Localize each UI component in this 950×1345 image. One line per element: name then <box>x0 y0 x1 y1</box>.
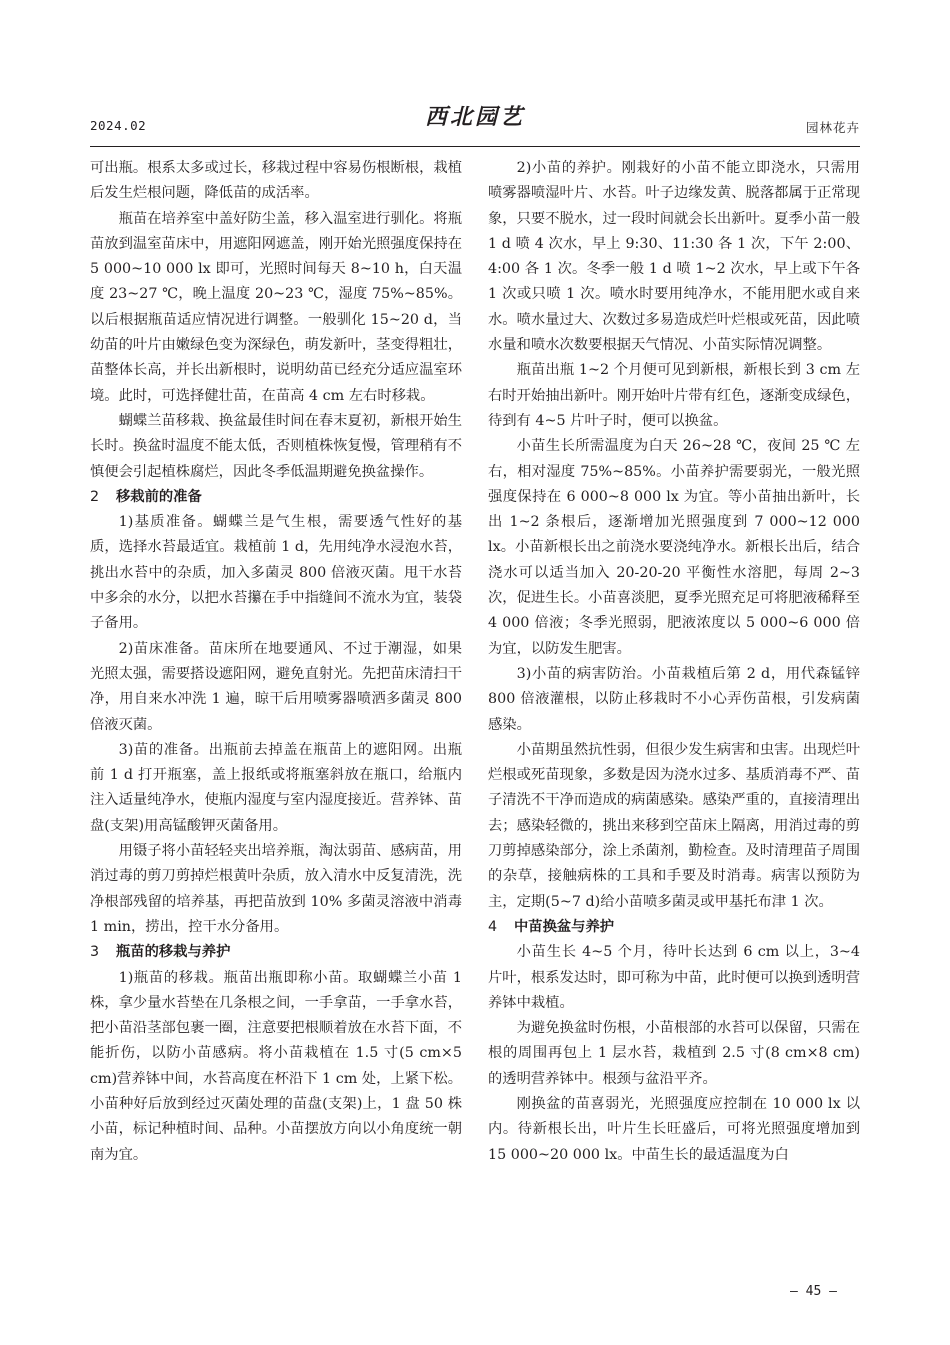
paragraph: 1)基质准备。蝴蝶兰是气生根，需要透气性好的基质，选择水苔最适宜。栽植前 1 d，先用纯净水浸泡水苔，挑出水苔中的杂质，加入多菌灵 800 倍液灭菌。甩干水苔中多余的水分，以把水苔攥在手中指缝间不流水为宜，装袋子备用。 <box>90 514 462 632</box>
paragraph: 小苗生长 4~5 个月，待叶长达到 6 cm 以上，3~4 片叶，根系发达时，即可称为中苗，此时便可以换到透明营养钵中栽植。 <box>488 944 860 1011</box>
paragraph: 小苗期虽然抗性弱，但很少发生病害和虫害。出现烂叶烂根或死苗现象，多数是因为浇水过多、基质消毒不严、苗子清洗不干净而造成的病菌感染。感染严重的，直接清理出去；感染轻微的，挑出来移到空苗床上隔离，用消过毒的剪刀剪掉感染部分，涂上杀菌剂，勤检查。及时清理苗子周围的杂草，接触病株的工具和手要及时消毒。病害以预防为主，定期(5~7 d)给小苗喷多菌灵或甲基托布津 1 次。 <box>488 741 860 910</box>
section-title: 瓶苗的移栽与养护 <box>116 944 231 961</box>
paragraph: 3)小苗的病害防治。小苗栽植后第 2 d，用代森锰锌 800 倍液灌根，以防止移栽时不小心弄伤苗根，引发病菌感染。 <box>488 665 860 733</box>
paragraph: 2)苗床准备。苗床所在地要通风、不过于潮湿，如果光照太强，需要搭设遮阳网，避免直射光。先把苗床清扫干净，用自来水冲洗 1 遍，晾干后用喷雾器喷洒多菌灵 800 倍液灭菌。 <box>90 640 462 733</box>
paragraph: 蝴蝶兰苗移栽、换盆最佳时间在春末夏初，新根开始生长时。换盆时温度不能太低，否则植株恢复慢，管理稍有不慎便会引起植株腐烂，因此冬季低温期避免换盆操作。 <box>90 412 462 480</box>
section-title: 移栽前的准备 <box>116 488 202 505</box>
section-name: 园林花卉 <box>805 120 860 135</box>
paragraph: 小苗生长所需温度为白天 26~28 ℃，夜间 25 ℃ 左右，相对湿度 75%~85%。小苗养护需要弱光，一般光照强度保持在 6 000~8 000 lx 为宜。等小苗抽出新叶，长出 1~2 条根后，逐渐增加光照强度到 7 000~12 000 lx。小苗新根长出之前浇水要浇纯净水。新根长出后，结合浇水可以适当加入 20-20-20 平衡性水溶肥，每周 2~3 次，促进生长。小苗喜淡肥，夏季光照充足可将肥液稀释至 4 000 倍液；冬季光照弱，肥液浓度以 5 000~6 000 倍为宜，以防发生肥害。 <box>488 438 860 657</box>
paragraph: 可出瓶。根系太多或过长，移栽过程中容易伤根断根，栽植后发生烂根问题，降低苗的成活率。 <box>90 160 462 202</box>
section-title: 中苗换盆与养护 <box>514 918 615 935</box>
header-divider <box>90 146 860 147</box>
issue-date: 2024.02 <box>90 118 147 133</box>
section-number: 2 <box>90 488 100 505</box>
paragraph: 为避免换盆时伤根，小苗根部的水苔可以保留，只需在根的周围再包上 1 层水苔，栽植到 2.5 寸(8 cm×8 cm)的透明营养钵中。根颈与盆沿平齐。 <box>488 1020 860 1087</box>
paragraph: 3)苗的准备。出瓶前去掉盖在瓶苗上的遮阳网。出瓶前 1 d 打开瓶塞，盖上报纸或将瓶塞斜放在瓶口，给瓶内注入适量纯净水，使瓶内湿度与室内湿度接近。营养钵、苗盘(支架)用高锰酸钾灭菌备用。 <box>90 741 462 834</box>
right-column <box>488 156 860 1168</box>
left-column <box>90 156 462 1168</box>
page-number: — 45 — <box>790 1284 837 1299</box>
journal-logo: 西北园艺 <box>424 104 525 130</box>
section-number: 4 <box>488 918 498 935</box>
section-heading <box>488 915 860 940</box>
paragraph: 用镊子将小苗轻轻夹出培养瓶，淘汰弱苗、感病苗，用消过毒的剪刀剪掉烂根黄叶杂质，放入清水中反复清洗，洗净根部残留的培养基，再把苗放到 10% 多菌灵溶液中消毒 1 min，捞出，控干水分备用。 <box>90 843 462 935</box>
section-heading <box>90 485 462 510</box>
page-header <box>90 104 860 140</box>
section-number: 3 <box>90 944 100 961</box>
paragraph: 刚换盆的苗喜弱光，光照强度应控制在 10 000 lx 以内。待新根长出，叶片生长旺盛后，可将光照强度增加到 15 000~20 000 lx。中苗生长的最适温度为白 <box>488 1095 860 1163</box>
paragraph: 瓶苗出瓶 1~2 个月便可见到新根，新根长到 3 cm 左右时开始抽出新叶。刚开始叶片带有红色，逐渐变成绿色，待到有 4~5 片叶子时，便可以换盆。 <box>488 362 860 429</box>
section-heading <box>90 940 462 965</box>
paragraph: 瓶苗在培养室中盖好防尘盖，移入温室进行驯化。将瓶苗放到温室苗床中，用遮阳网遮盖，刚开始光照强度保持在 5 000~10 000 lx 即可，光照时间每天 8~10 h，白天温度 23~27 ℃，晚上温度 20~23 ℃，湿度 75%~85%。以后根据瓶苗适应情况进行调整。一般驯化 15~20 d，当幼苗的叶片由嫩绿色变为深绿色，萌发新叶，茎变得粗壮，苗整体长高，并长出新根时，说明幼苗已经充分适应温室环境。此时，可选择健壮苗，在苗高 4 cm 左右时移栽。 <box>90 210 462 404</box>
paragraph: 1)瓶苗的移栽。瓶苗出瓶即称小苗。取蝴蝶兰小苗 1 株，拿少量水苔垫在几条根之间，一手拿苗，一手拿水苔，把小苗沿茎部包裹一圈，注意要把根顺着放在水苔下面，不能折伤，以防小苗感病。将小苗栽植在 1.5 寸(5 cm×5 cm)营养钵中间，水苔高度在杯沿下 1 cm 处，上紧下松。小苗种好后放到经过灭菌处理的苗盘(支架)上，1 盘 50 株小苗，标记种植时间、品种。小苗摆放方向以小角度统一朝南为宜。 <box>90 969 462 1163</box>
paragraph: 2)小苗的养护。刚栽好的小苗不能立即浇水，只需用喷雾器喷湿叶片、水苔。叶子边缘发黄、脱落都属于正常现象，只要不脱水，过一段时间就会长出新叶。夏季小苗一般 1 d 喷 4 次水，早上 9:30、11:30 各 1 次，下午 2:00、4:00 各 1 次。冬季一般 1 d 喷 1~2 次水，早上或下午各 1 次或只喷 1 次。喷水时要用纯净水，不能用肥水或自来水。喷水量过大、次数过多易造成烂叶烂根或死苗，因此喷水量和喷水次数要根据天气情况、小苗实际情况调整。 <box>488 160 860 354</box>
